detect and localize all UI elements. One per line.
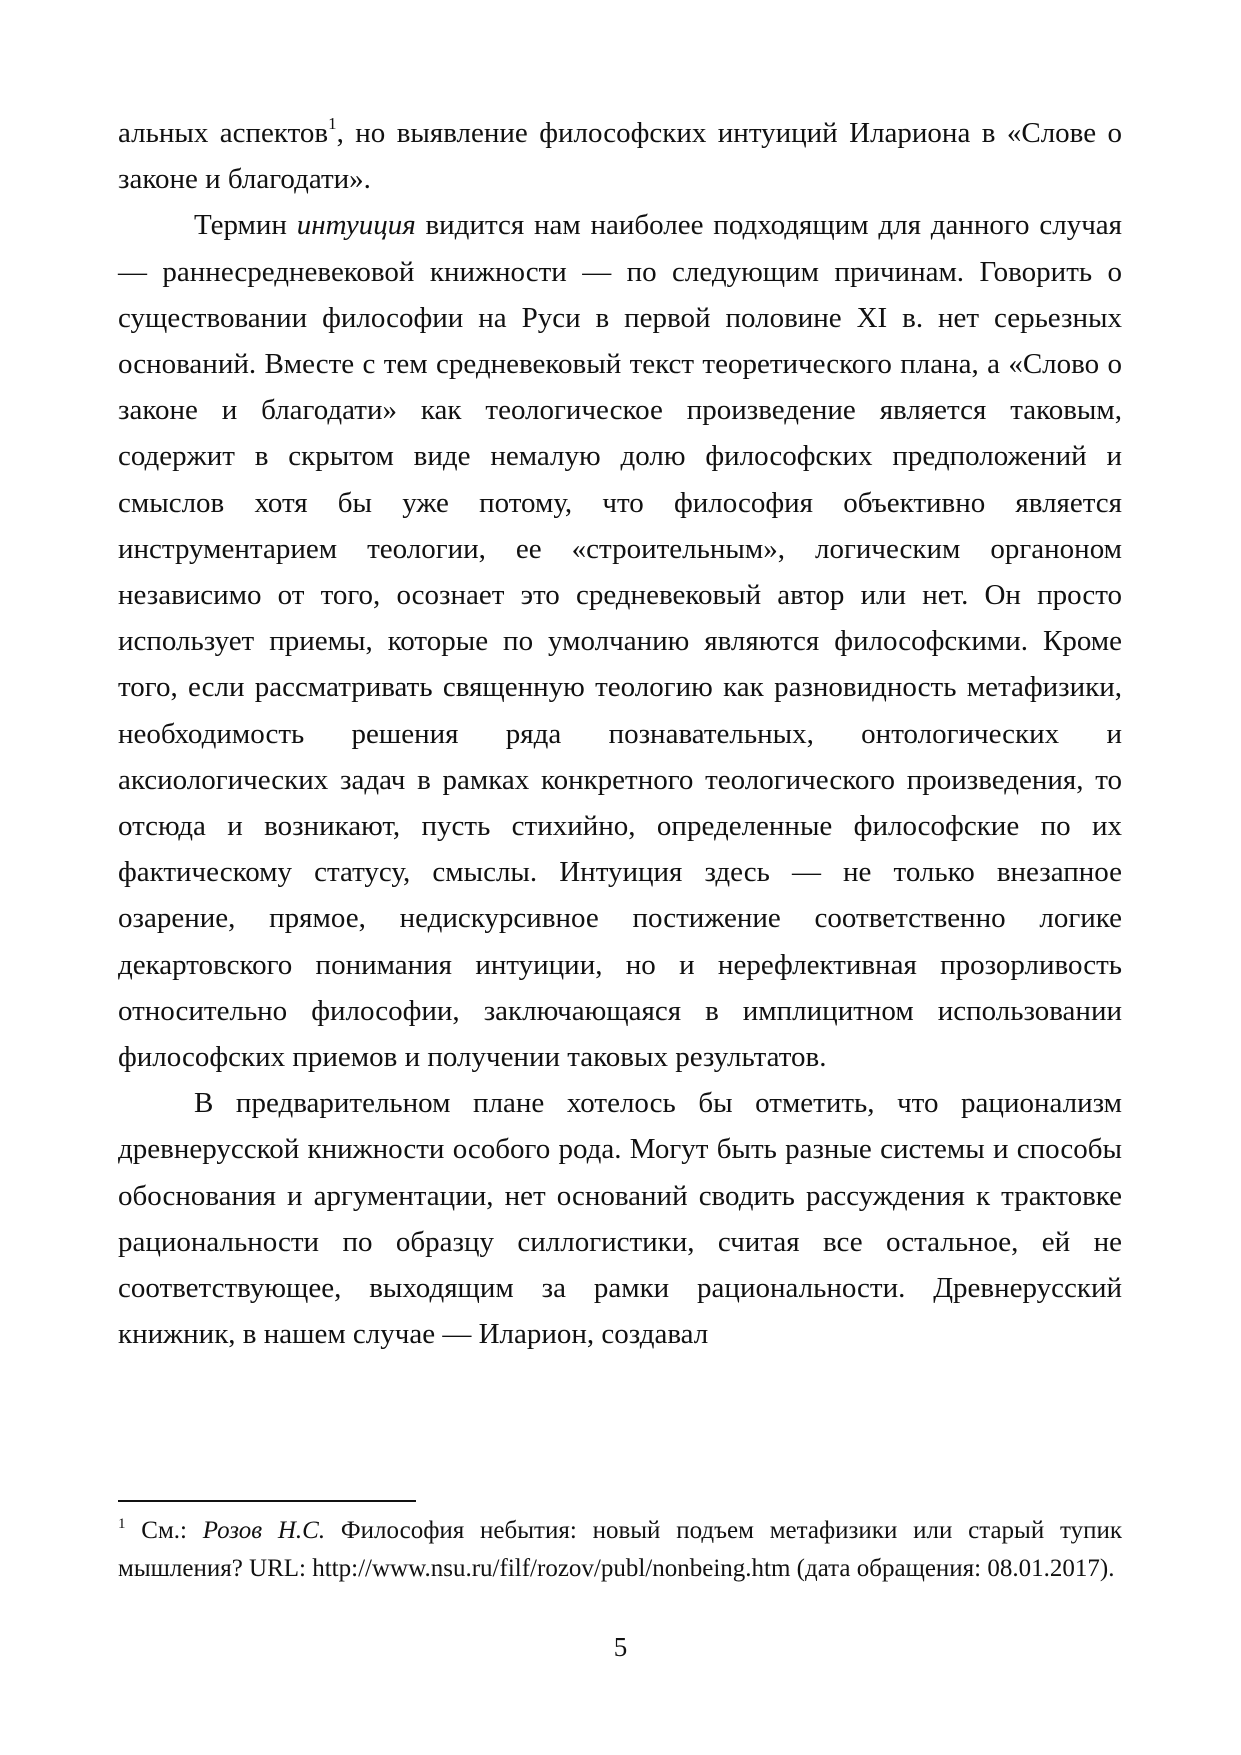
footnote-reference: 1	[328, 114, 337, 133]
page-body	[118, 110, 1122, 1357]
paragraph-1	[118, 110, 1122, 202]
footnote-text: Философия небытия: новый подъем метафизики или старый тупик мышления? URL: http://www.nsu.ru/filf/rozov/publ/nonbeing.htm (дата обращения: 08.01.2017).	[118, 1517, 1122, 1582]
paragraph-1-text-b: , но выявление философских интуиций Илариона в «Слове о законе и благодати».	[118, 117, 1122, 196]
footnote-marker: 1	[118, 1516, 126, 1532]
paragraph-1-text-a: альных аспектов	[118, 117, 329, 149]
paragraph-2-text-a: Термин	[194, 209, 297, 242]
paragraph-2	[118, 202, 1122, 1080]
paragraph-3-text: В предварительном плане хотелось бы отметить, что рационализм древнерусской книжности особого рода. Могут быть разные системы и способы обоснования и аргументации, нет оснований сводить рассуждения к трактовке рациональности по образцу силлогистики, считая все остальное, ей не соответствующее, выходящим за рамки рациональности. Древнерусский книжник, в нашем случае — Иларион, создавал	[118, 1087, 1122, 1351]
footnote-author: Розов Н.С.	[202, 1517, 326, 1544]
paragraph-2-italic-term: интуиция	[296, 209, 416, 242]
paragraph-3	[118, 1080, 1122, 1357]
page-number: 5	[613, 1632, 628, 1662]
footnote-separator	[118, 1500, 416, 1502]
footnote-lead: См.:	[125, 1517, 203, 1544]
footnote	[118, 1512, 1122, 1588]
paragraph-2-text-b: видится нам наиболее подходящим для данного случая — раннесредневековой книжности — по следующим причинам. Говорить о существовании философии на Руси в первой половине XI в. нет серьезных оснований. Вместе с тем средневековый текст теоретического плана, а «Слово о законе и благодати» как теологическое произведение является таковым, содержит в скрытом виде немалую долю философских предположений и смыслов хотя бы уже потому, что философия объективно является инструментарием теологии, ее «строительным», логическим органоном независимо от того, осознает это средневековый автор или нет. Он просто использует приемы, которые по умолчанию являются философскими. Кроме того, если рассматривать священную теологию как разновидность метафизики, необходимость решения ряда познавательных, онтологических и аксиологических задач в рамках конкретного теологического произведения, то отсюда и возникают, пусть стихийно, определенные философские по их фактическому статусу, смыслы. Интуиция здесь — не только внезапное озарение, прямое, недискурсивное постижение соответственно логике декартовского понимания интуиции, но и нерефлективная прозорливость относительно философии, заключающаяся в имплицитном использовании философских приемов и получении таковых результатов.	[118, 209, 1122, 1074]
